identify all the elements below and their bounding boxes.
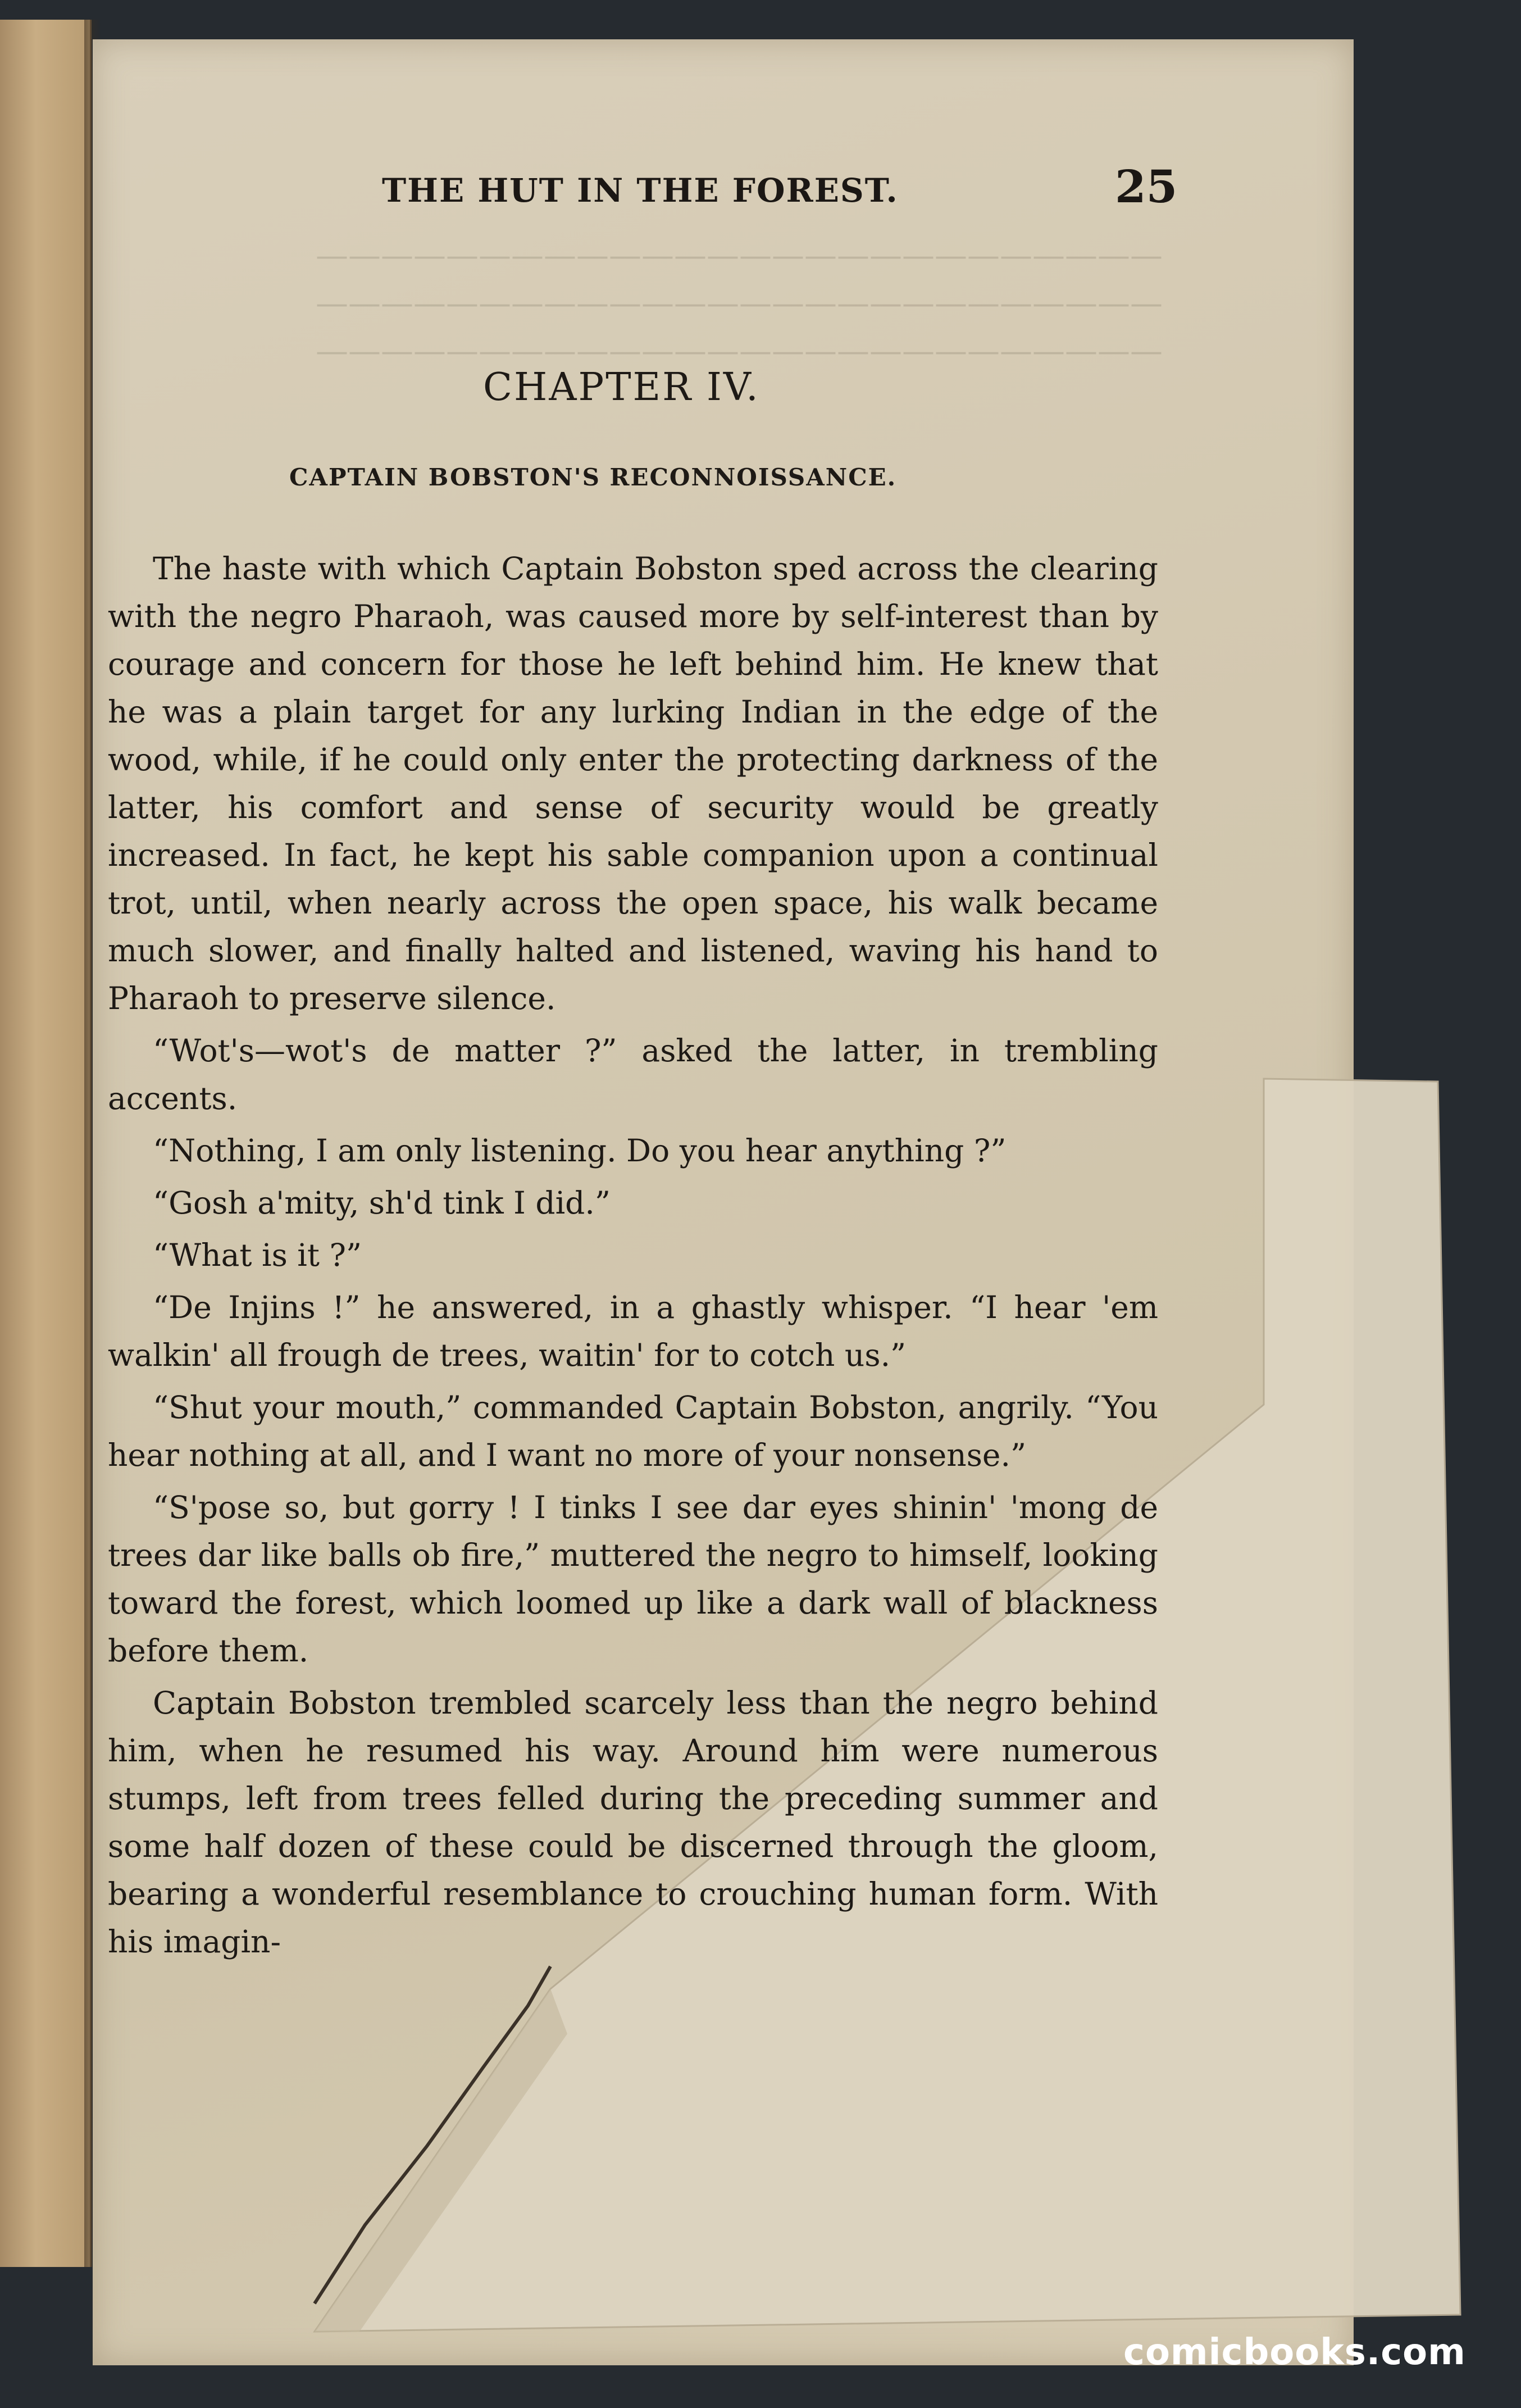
paragraph: The haste with which Captain Bobston sped across the clearing with the negro Pharaoh, was caused more by self-interest than by courage and concern for those he left behind him. He knew that he was a plain target for any lurking Indian in the edge of the wood, while, if he could only enter the protecting darkness of the latter, his comfort and sense of security would be greatly increased. In fact, he kept his sable companion upon a continual trot, until, when nearly across the open space, his walk became much slower, and finally halted and listened, waving his hand to Pharaoh to preserve silence. xyxy=(108,551,1158,1016)
site-watermark: comicbooks.com xyxy=(1123,2332,1466,2373)
paragraph: “What is it ?” xyxy=(153,1237,362,1273)
chapter-subtitle: CAPTAIN BOBSTON'S RECONNOISSANCE. xyxy=(289,464,897,491)
paragraph: “S'pose so, but gorry ! I tinks I see dar eyes shinin' 'mong de trees dar like balls ob fire,” muttered the negro to himself, looking toward the forest, which loomed up like a dark wall of blackness before them. xyxy=(108,1489,1158,1669)
paragraph: “Gosh a'mity, sh'd tink I did.” xyxy=(153,1185,611,1221)
running-head: THE HUT IN THE FOREST. xyxy=(382,171,899,210)
paragraph: “Shut your mouth,” commanded Captain Bobston, angrily. “You hear nothing at all, and I want no more of your nonsense.” xyxy=(108,1389,1158,1473)
show-through-text: —————————————————————————— xyxy=(316,236,1163,274)
paragraph: “De Injins !” he answered, in a ghastly whisper. “I hear 'em walkin' all frough de trees, waitin' for to cotch us.” xyxy=(108,1289,1158,1373)
paragraph: Captain Bobston trembled scarcely less than the negro behind him, when he resumed his way. Around him were numerous stumps, left from trees felled during the preceding summer and some half dozen of these could be discerned through the gloom, bearing a wonderful resemblance to crouching human form. With his imagin- xyxy=(108,1685,1158,1960)
show-through-text: —————————————————————————— xyxy=(316,331,1163,370)
paragraph: “Wot's—wot's de matter ?” asked the latter, in trembling accents. xyxy=(108,1033,1158,1116)
paragraph: “Nothing, I am only listening. Do you hear anything ?” xyxy=(153,1133,1007,1169)
show-through-text: —————————————————————————— xyxy=(316,284,1163,322)
page-number: 25 xyxy=(1115,160,1178,213)
chapter-title: CHAPTER IV. xyxy=(483,365,760,410)
